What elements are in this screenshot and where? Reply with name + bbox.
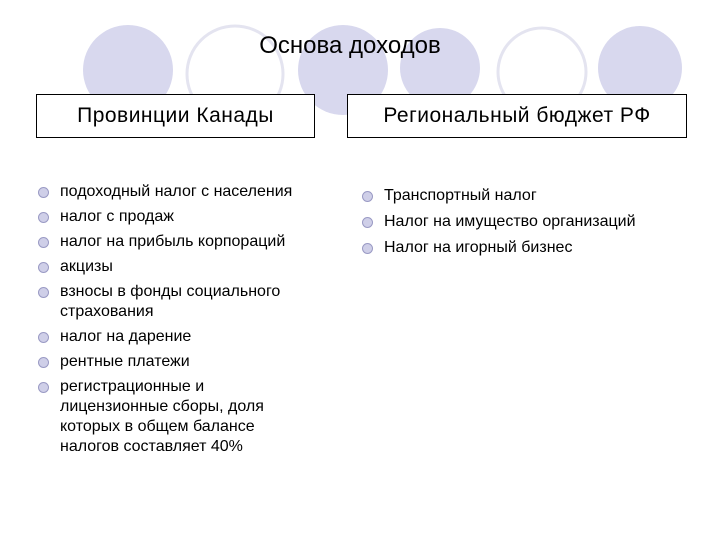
list-item <box>36 232 306 252</box>
bullet-icon <box>362 217 373 228</box>
list-item-text: рентные платежи <box>60 353 190 370</box>
list-item <box>36 377 306 457</box>
bullet-icon <box>362 243 373 254</box>
bullet-icon <box>38 212 49 223</box>
list-item-text: Транспортный налог <box>384 187 537 204</box>
list-item-text: налог на дарение <box>60 328 192 345</box>
bullet-icon <box>38 332 49 343</box>
bullet-icon <box>38 237 49 248</box>
list-item <box>360 238 690 258</box>
list-item <box>360 212 690 232</box>
list-item-text: взносы в фонды социального страхования <box>60 283 281 320</box>
list-item <box>36 182 306 202</box>
list-item-text: подоходный налог с населения <box>60 183 293 200</box>
bullet-icon <box>362 191 373 202</box>
russia-regional-budget-header: Региональный бюджет РФ <box>347 94 687 138</box>
list-item <box>36 327 306 347</box>
list-item-text: Налог на игорный бизнес <box>384 239 573 256</box>
list-item-text: акцизы <box>60 258 113 275</box>
list-item <box>36 257 306 277</box>
bullet-icon <box>38 357 49 368</box>
list-item-text: регистрационные и лицензионные сборы, доля которых в общем балансе налогов составляет 40% <box>60 378 264 455</box>
list-item <box>36 352 306 372</box>
bullet-icon <box>38 382 49 393</box>
list-item <box>36 207 306 227</box>
list-item-text: налог с продаж <box>60 208 174 225</box>
slide-title: Основа доходов <box>259 32 441 59</box>
bullet-icon <box>38 262 49 273</box>
list-item <box>360 186 690 206</box>
list-item <box>36 282 306 322</box>
russia-revenue-list <box>360 186 690 264</box>
bullet-icon <box>38 187 49 198</box>
canada-provinces-header: Провинции Канады <box>36 94 315 138</box>
list-item-text: Налог на имущество организаций <box>384 213 636 230</box>
bullet-icon <box>38 287 49 298</box>
list-item-text: налог на прибыль корпораций <box>60 233 286 250</box>
canada-revenue-list <box>36 182 306 462</box>
